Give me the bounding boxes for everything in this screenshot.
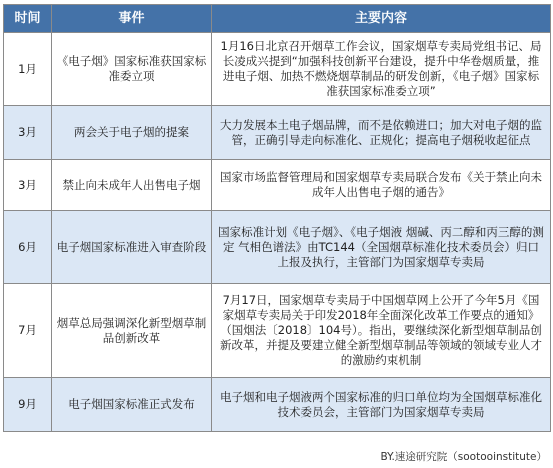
time-cell: 1月	[4, 33, 52, 106]
header-event: 事件	[52, 5, 212, 33]
content-cell: 国家市场监督管理局和国家烟草专卖局联合发布《关于禁止向未成年人出售电子烟的通告》	[212, 160, 551, 211]
time-cell: 3月	[4, 160, 52, 211]
table-row	[4, 211, 551, 284]
event-cell: 电子烟国家标准正式发布	[52, 378, 212, 432]
time-cell: 9月	[4, 378, 52, 432]
table-row	[4, 378, 551, 432]
table-row	[4, 106, 551, 160]
content-cell: 电子烟和电子烟液两个国家标准的归口单位均为全国烟草标准化技术委员会，主管部门为国家烟草专卖局	[212, 378, 551, 432]
events-table-container	[3, 4, 550, 432]
table-row	[4, 284, 551, 378]
event-cell: 禁止向未成年人出售电子烟	[52, 160, 212, 211]
content-cell: 国家标准计划《电子烟》、《电子烟液 烟碱、丙二醇和丙三醇的测定 气相色谱法》由TC144（全国烟草标准化技术委员会）归口上报及执行，主管部门为国家烟草专卖局	[212, 211, 551, 284]
header-content: 主要内容	[212, 5, 551, 33]
event-cell: 两会关于电子烟的提案	[52, 106, 212, 160]
event-cell: 《电子烟》国家标准获国家标准委立项	[52, 33, 212, 106]
time-cell: 7月	[4, 284, 52, 378]
event-cell: 电子烟国家标准进入审查阶段	[52, 211, 212, 284]
table-row	[4, 160, 551, 211]
header-time: 时间	[4, 5, 52, 33]
content-cell: 1月16日北京召开烟草工作会议，国家烟草专卖局党组书记、局长凌成兴提到“加强科技创新平台建设，提升中华卷烟质量，推进电子烟、加热不燃烧烟草制品的研发创新，《电子烟》国家标准获国家标准委立项”	[212, 33, 551, 106]
content-cell: 7月17日，国家烟草专卖局于中国烟草网上公开了今年5月《国家烟草专卖局关于印发2018年全面深化改革工作要点的通知》（国烟法〔2018〕104号）。指出，要继续深化新型烟草制品创新改革，并提及要建立健全新型烟草制品等领域的领域专业人才的激励约束机制	[212, 284, 551, 378]
events-table	[3, 4, 551, 432]
content-cell: 大力发展本土电子烟品牌，而不是依赖进口；加大对电子烟的监管，正确引导走向标准化、正规化；提高电子烟税收起征点	[212, 106, 551, 160]
source-credit: BY.速途研究院（sootooinstitute）	[380, 451, 547, 463]
table-header-row	[4, 5, 551, 33]
event-cell: 烟草总局强调深化新型烟草制品创新改革	[52, 284, 212, 378]
time-cell: 3月	[4, 106, 52, 160]
time-cell: 6月	[4, 211, 52, 284]
table-row	[4, 33, 551, 106]
